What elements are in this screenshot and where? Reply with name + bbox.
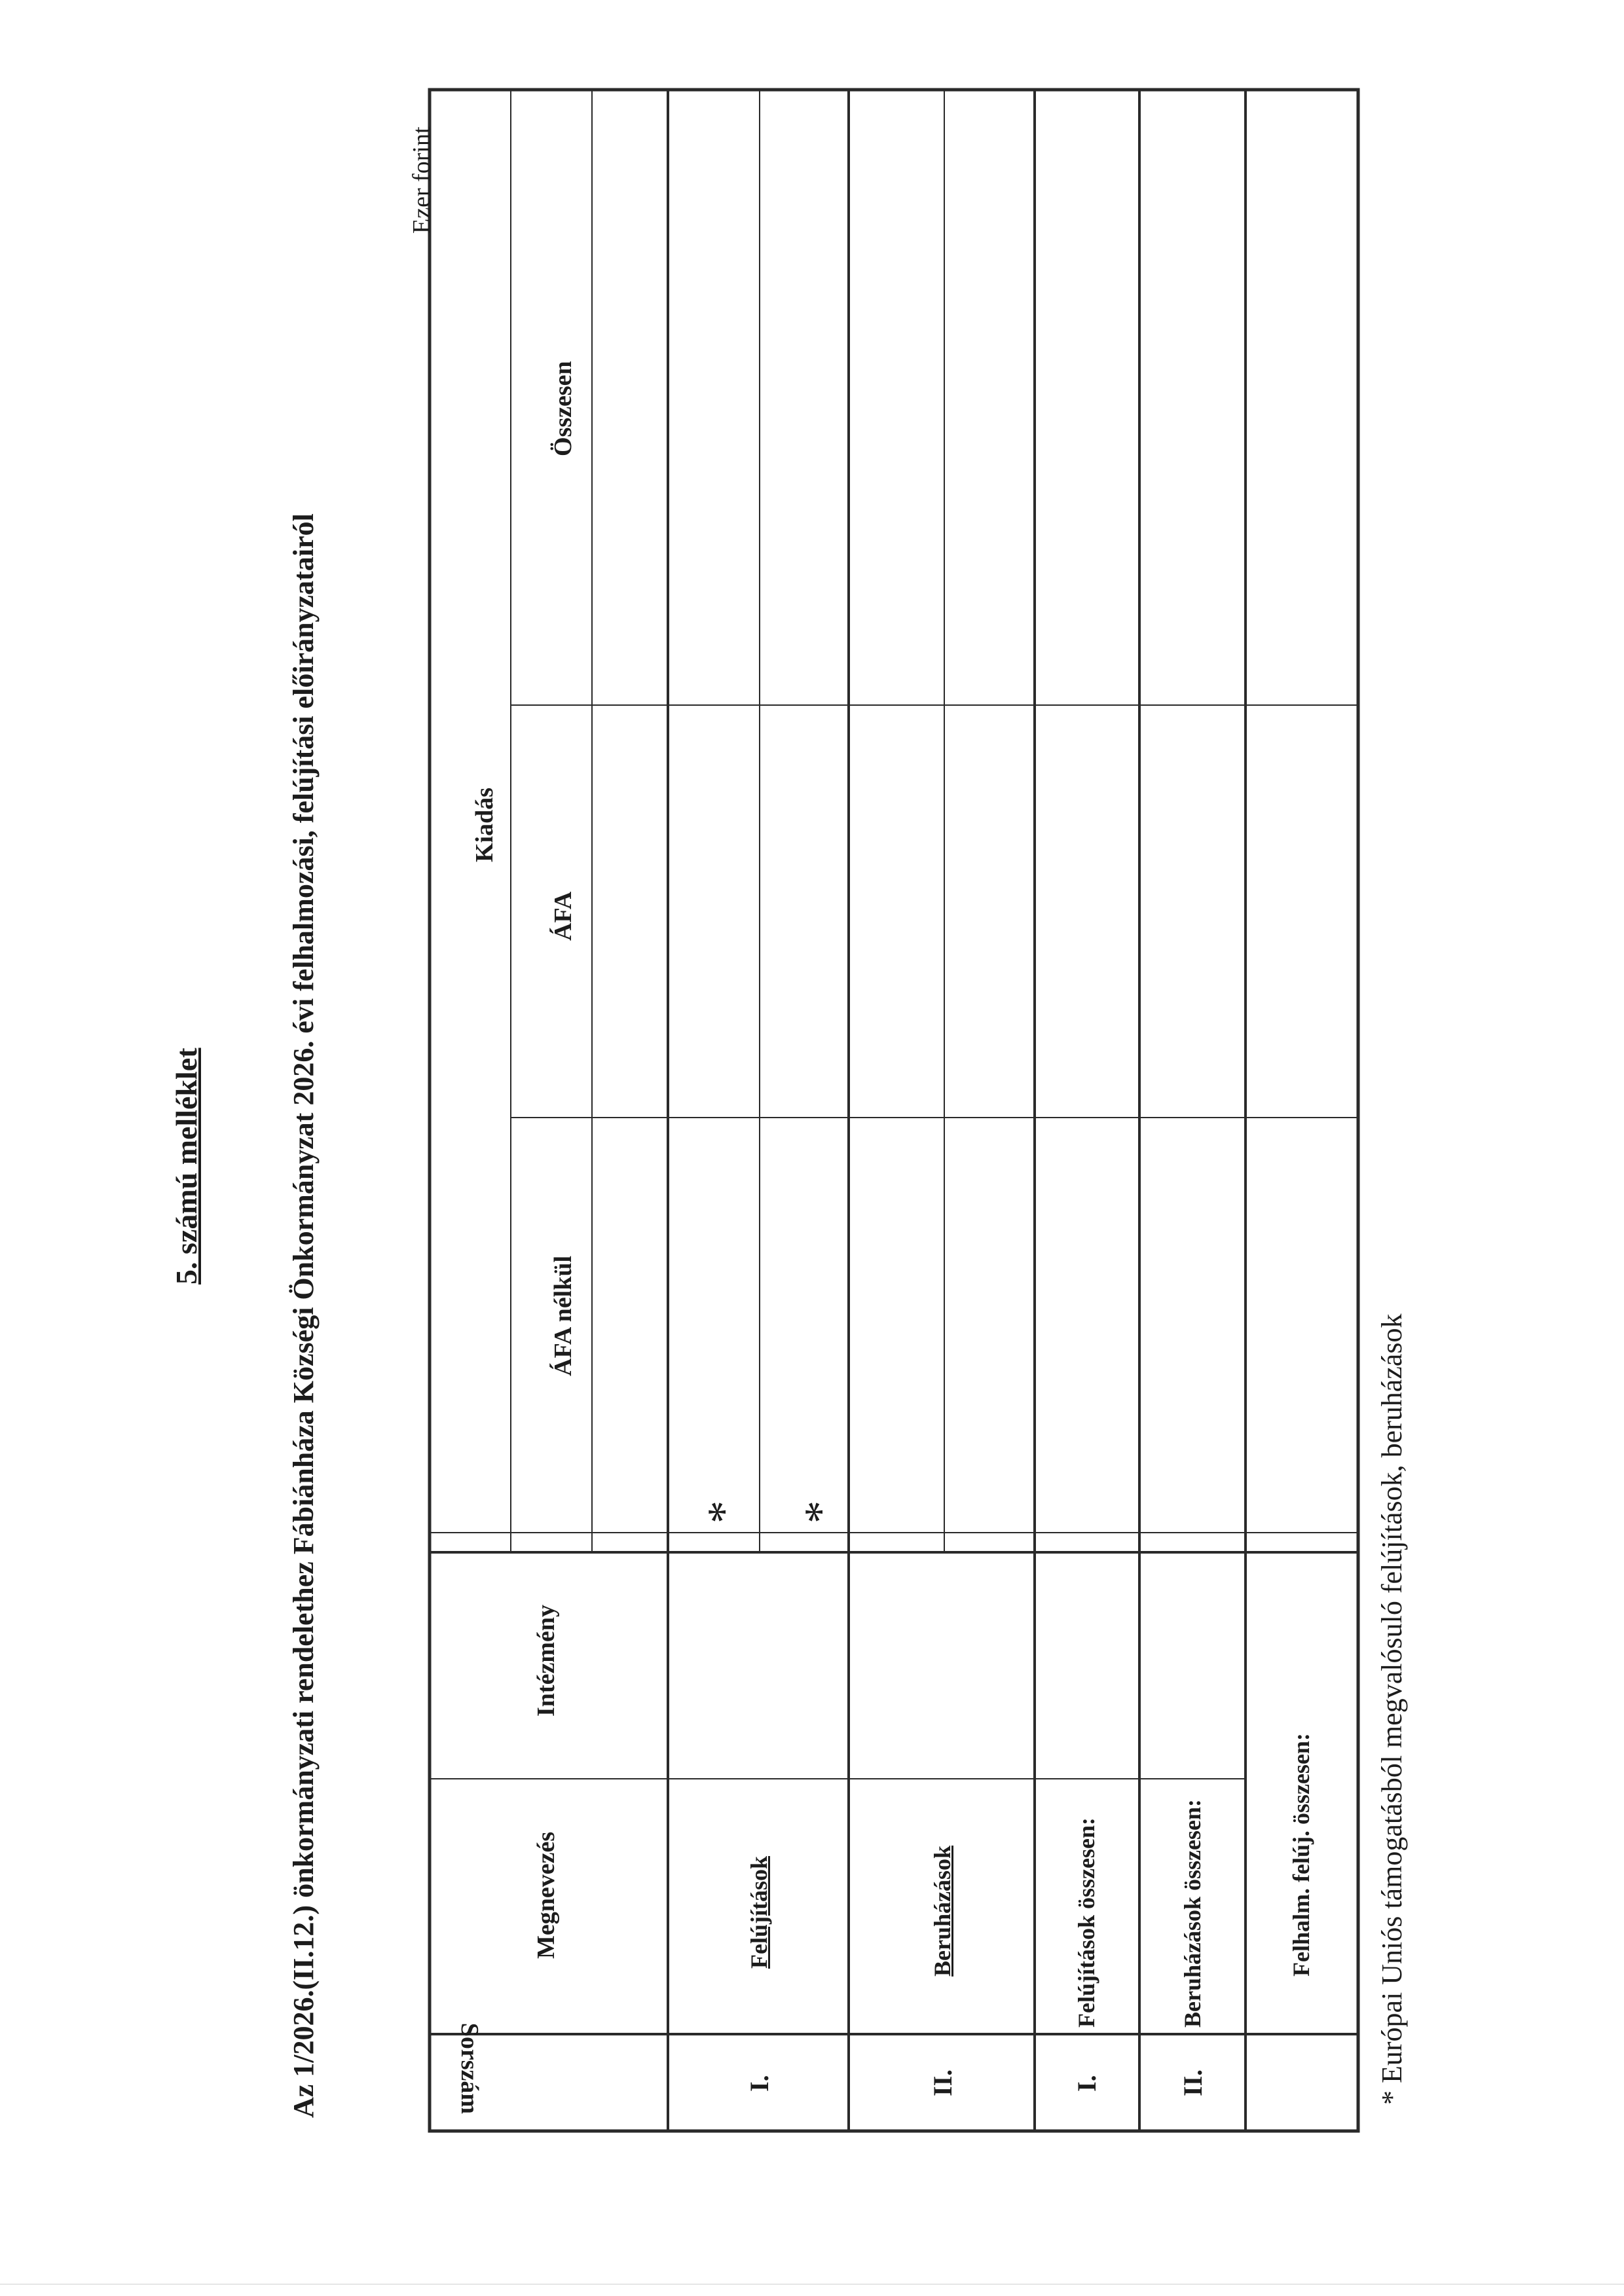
header-megnevezes: Megnevezés: [532, 1831, 560, 1959]
page-edge-line: [0, 2284, 1624, 2285]
row-beruhazasok-label: Beruházások: [929, 1845, 955, 1977]
row-felujitasok-osszesen-sorszam: I.: [1072, 2075, 1101, 2092]
document-title: 5. számú melléklet: [170, 1048, 203, 1285]
footnote: * Európai Uniós támogatásból megvalósuló felújítások, beruházások: [1376, 1313, 1408, 2105]
header-afa: ÁFA: [549, 891, 577, 941]
row-felujitasok-osszesen-label: Felújítások összesen:: [1073, 1817, 1099, 2028]
row-beruhazasok-sorszam: II.: [928, 2069, 957, 2096]
header-sorszam: Sorszám: [456, 2022, 483, 2114]
header-intezmeny: Intézmény: [532, 1605, 560, 1717]
unit-label: Ezer forint: [408, 126, 435, 234]
row-felujitasok-label: Felújítások: [746, 1855, 772, 1969]
row-felujitasok-sorszam: I.: [745, 2075, 774, 2092]
row-beruhazasok-osszesen-sorszam: II.: [1178, 2069, 1208, 2096]
row-felhalm-osszesen-label: Felhalm. felúj. összesen:: [1288, 1733, 1314, 1977]
header-kiadas: Kiadás: [471, 787, 498, 862]
row-felujitasok-marker-2: *: [796, 1501, 846, 1523]
row-beruhazasok-osszesen-label: Beruházások összesen:: [1179, 1799, 1206, 2028]
row-felujitasok-marker-1: *: [699, 1501, 749, 1523]
document-subtitle: Az 1/2026.(II.12.) önkormányzati rendelethez Fábiánháza Községi Önkormányzat 2026. évi felhalmozási, felújítási előirányzatairól: [287, 513, 320, 2118]
header-afa-nelkul: ÁFA nélkül: [549, 1255, 577, 1376]
header-osszesen: Összesen: [549, 361, 577, 456]
